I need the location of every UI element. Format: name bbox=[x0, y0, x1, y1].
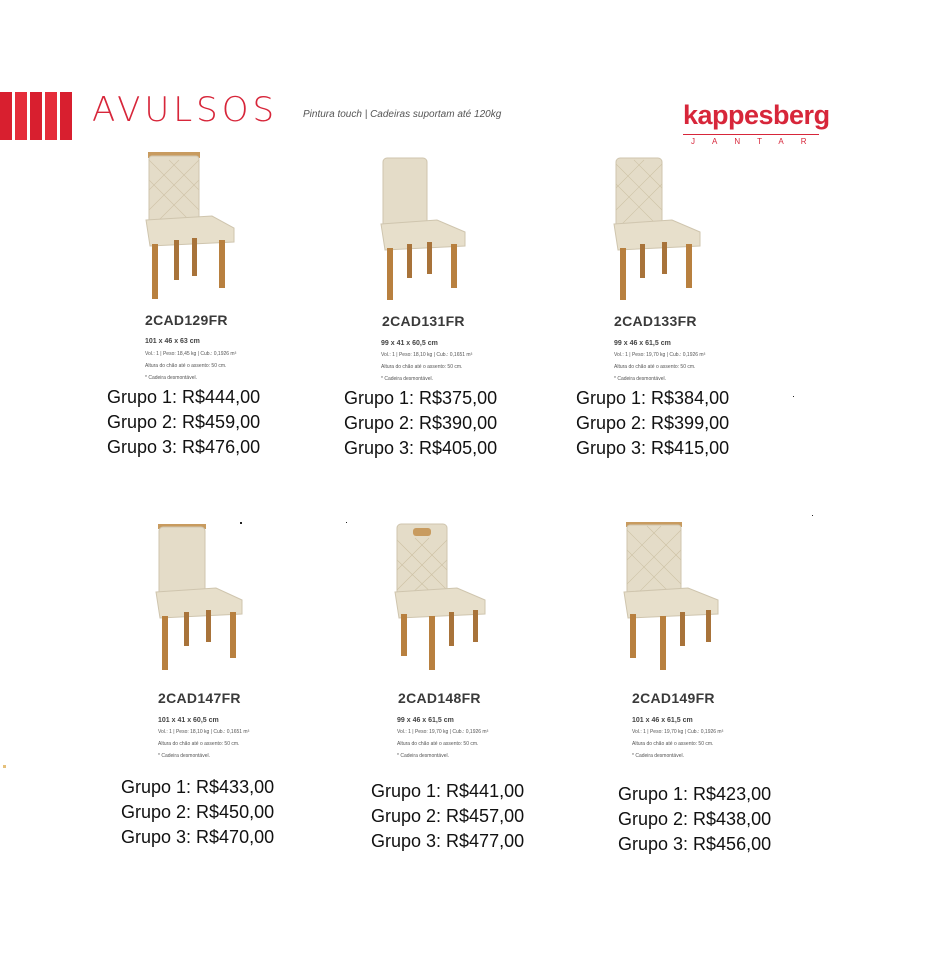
product-spec-6-b: Altura do chão até o assento: 50 cm. bbox=[632, 741, 714, 747]
price-grupo-2: Grupo 2: R$438,00 bbox=[618, 809, 772, 829]
brand-logo bbox=[683, 100, 830, 146]
scan-speck bbox=[346, 522, 347, 523]
product-dims-3: 99 x 46 x 61,5 cm bbox=[614, 340, 671, 347]
brand-divider bbox=[683, 134, 819, 135]
scan-speck bbox=[793, 396, 794, 397]
price-grupo-2: Grupo 2: R$450,00 bbox=[121, 802, 275, 822]
product-code-5: 2CAD148FR bbox=[398, 690, 481, 706]
product-spec-3-b: Altura do chão até o assento: 50 cm. bbox=[614, 364, 696, 370]
product-spec-3-c: * Cadeira desmontável. bbox=[614, 376, 666, 382]
product-dims-5: 99 x 46 x 61,5 cm bbox=[397, 717, 454, 724]
price-grupo-2: Grupo 2: R$457,00 bbox=[371, 806, 525, 826]
product-spec-4-a: Vol.: 1 | Peso: 18,10 kg | Cub.: 0,1651 m³ bbox=[158, 729, 250, 735]
brand-name: kappesberg bbox=[683, 100, 830, 130]
price-grupo-1: Grupo 1: R$375,00 bbox=[344, 388, 498, 408]
price-grupo-1: Grupo 1: R$423,00 bbox=[618, 784, 772, 804]
chair-image-5 bbox=[393, 522, 491, 672]
product-spec-5-a: Vol.: 1 | Peso: 19,70 kg | Cub.: 0,1926 m³ bbox=[397, 729, 489, 735]
product-spec-6-c: * Cadeira desmontável. bbox=[632, 753, 684, 759]
price-grupo-2: Grupo 2: R$390,00 bbox=[344, 413, 498, 433]
chair-image-3 bbox=[610, 156, 706, 302]
price-grupo-3: Grupo 3: R$415,00 bbox=[576, 438, 730, 458]
scan-speck bbox=[812, 515, 813, 516]
product-code-6: 2CAD149FR bbox=[632, 690, 715, 706]
chair-image-4 bbox=[154, 522, 248, 672]
price-grupo-3: Grupo 3: R$456,00 bbox=[618, 834, 772, 854]
brand-subtitle: JANTAR bbox=[691, 137, 824, 146]
brand-bars-decoration bbox=[0, 92, 72, 140]
product-spec-2-a: Vol.: 1 | Peso: 18,10 kg | Cub.: 0,1651 m³ bbox=[381, 352, 473, 358]
product-code-2: 2CAD131FR bbox=[382, 313, 465, 329]
scan-speck bbox=[3, 765, 6, 768]
price-list-3 bbox=[576, 386, 729, 461]
price-list-2 bbox=[344, 386, 497, 461]
price-list-5 bbox=[371, 779, 524, 854]
product-spec-6-a: Vol.: 1 | Peso: 19,70 kg | Cub.: 0,1926 m³ bbox=[632, 729, 724, 735]
price-grupo-1: Grupo 1: R$441,00 bbox=[371, 781, 525, 801]
product-spec-3-a: Vol.: 1 | Peso: 19,70 kg | Cub.: 0,1926 m³ bbox=[614, 352, 706, 358]
price-grupo-2: Grupo 2: R$459,00 bbox=[107, 412, 261, 432]
product-code-4: 2CAD147FR bbox=[158, 690, 241, 706]
price-grupo-1: Grupo 1: R$444,00 bbox=[107, 387, 261, 407]
page-title: AVULSOS bbox=[92, 90, 279, 130]
price-grupo-3: Grupo 3: R$405,00 bbox=[344, 438, 498, 458]
price-list-4 bbox=[121, 775, 274, 850]
product-spec-1-c: * Cadeira desmontável. bbox=[145, 375, 197, 381]
product-dims-1: 101 x 46 x 63 cm bbox=[145, 338, 200, 345]
chair-image-2 bbox=[377, 156, 469, 302]
price-grupo-1: Grupo 1: R$433,00 bbox=[121, 777, 275, 797]
product-dims-2: 99 x 41 x 60,5 cm bbox=[381, 340, 438, 347]
product-spec-5-b: Altura do chão até o assento: 50 cm. bbox=[397, 741, 479, 747]
product-spec-2-c: * Cadeira desmontável. bbox=[381, 376, 433, 382]
product-spec-4-b: Altura do chão até o assento: 50 cm. bbox=[158, 741, 240, 747]
product-code-3: 2CAD133FR bbox=[614, 313, 697, 329]
price-list-1 bbox=[107, 385, 260, 460]
product-spec-2-b: Altura do chão até o assento: 50 cm. bbox=[381, 364, 463, 370]
product-dims-4: 101 x 41 x 60,5 cm bbox=[158, 717, 219, 724]
price-grupo-3: Grupo 3: R$477,00 bbox=[371, 831, 525, 851]
scan-speck bbox=[240, 522, 242, 524]
price-list-6 bbox=[618, 782, 771, 857]
product-dims-6: 101 x 46 x 61,5 cm bbox=[632, 717, 693, 724]
product-spec-5-c: * Cadeira desmontável. bbox=[397, 753, 449, 759]
chair-image-6 bbox=[622, 520, 722, 672]
price-grupo-3: Grupo 3: R$470,00 bbox=[121, 827, 275, 847]
page-subtitle: Pintura touch | Cadeiras suportam até 120kg bbox=[303, 109, 502, 120]
product-spec-1-a: Vol.: 1 | Peso: 18,45 kg | Cub.: 0,1926 m³ bbox=[145, 351, 237, 357]
product-spec-4-c: * Cadeira desmontável. bbox=[158, 753, 210, 759]
product-code-1: 2CAD129FR bbox=[145, 312, 228, 328]
price-grupo-2: Grupo 2: R$399,00 bbox=[576, 413, 730, 433]
price-grupo-1: Grupo 1: R$384,00 bbox=[576, 388, 730, 408]
chair-image-1 bbox=[140, 150, 240, 302]
price-grupo-3: Grupo 3: R$476,00 bbox=[107, 437, 261, 457]
product-spec-1-b: Altura do chão até o assento: 50 cm. bbox=[145, 363, 227, 369]
